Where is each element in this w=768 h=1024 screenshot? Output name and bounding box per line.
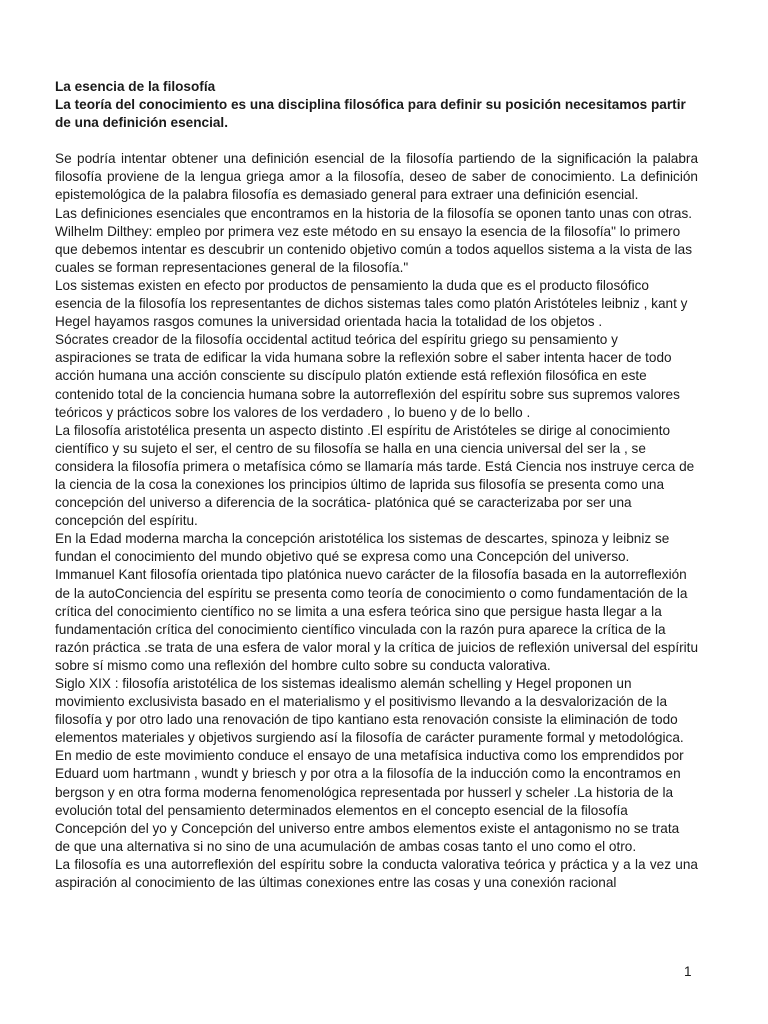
document-title: La esencia de la filosofía [55,79,216,94]
paragraph: En medio de este movimiento conduce el ensayo de una metafísica inductiva como los emprendidos por Eduard uom hartmann , wundt y briesch y por otra a la filosofía de la inducción como la encontramos en bergson y en otra forma moderna fenomenológica representada por husserl y scheler .La historia de la evolución total del pensamiento determinados elementos en el concepto esencial de la filosofía Concepción del yo y Concepción del universo entre ambos elementos existe el antagonismo no se trata de que una alternativa si no sino de una acumulación de ambas cosas tanto el uno como el otro. [55,748,684,854]
document-page [55,78,698,892]
document-subtitle: La teoría del conocimiento es una disciplina filosófica para definir su posición necesitamos partir de una definición esencial. [55,97,686,131]
paragraph: Immanuel Kant filosofía orientada tipo platónica nuevo carácter de la filosofía basada en la autorreflexión de la autoConciencia del espíritu se presenta como teoría de conocimiento o como fundamentación de la crítica del conocimiento científico no se limita a una esfera teórica sino que persigue hasta llegar a la fundamentación crítica del conocimiento científico vinculada con la razón pura aparece la crítica de la razón práctica .se trata de una esfera de valor moral y la crítica de juicios de reflexión universal del espíritu sobre sí mismo como una reflexión del hombre culto sobre su conducta valorativa. [55,567,699,673]
paragraph: Siglo XIX : filosofía aristotélica de los sistemas idealismo alemán schelling y Hegel proponen un movimiento exclusivista basado en el materialismo y el positivismo llevando a la desvalorización de la filosofía y por otro lado una renovación de tipo kantiano esta renovación consiste la eliminación de todo elementos materiales y objetivos surgiendo así la filosofía de carácter puramente formal y metodológica. [55,676,684,746]
paragraph: Wilhelm Dilthey: empleo por primera vez este método en su ensayo la esencia de la filosofía" lo primero que debemos intentar es descubrir un contenido objetivo común a todos aquellos sistema a la vista de las cuales se forman representaciones general de la filosofía." [55,223,693,275]
paragraph: Se podría intentar obtener una definición esencial de la filosofía partiendo de la significación la palabra filosofía proviene de la lengua griega amor a la filosofía, deseo de saber de conocimiento. La definición epistemológica de la palabra filosofía es demasiado general para extraer una definición esencial. [55,151,698,203]
paragraph: La filosofía aristotélica presenta un aspecto distinto .El espíritu de Aristóteles se dirige al conocimiento científico y su sujeto el ser, el centro de su filosofía se halla en una ciencia universal del ser la , se considera la filosofía primera o metafísica cómo se llamaría más tarde. Está Ciencia nos instruye cerca de la ciencia de la cosa la conexiones los principios último de laprida sus filosofía se presenta como una concepción del universo a diferencia de la socrática- platónica qué se caracterizaba por ser una concepción del espíritu. [55,422,695,529]
paragraph: La filosofía es una autorreflexión del espíritu sobre la conducta valorativa teórica y práctica y a la vez una aspiración al conocimiento de las últimas conexiones entre las cosas y una conexión racional [55,856,698,891]
blank-line [55,132,698,150]
page-number: 1 [684,964,692,979]
paragraph: Las definiciones esenciales que encontramos en la historia de la filosofía se oponen tanto unas con otras. [55,205,693,221]
paragraph: En la Edad moderna marcha la concepción aristotélica los sistemas de descartes, spinoza y leibniz se fundan el conocimiento del mundo objetivo qué se expresa como una Concepción del universo. [55,531,670,565]
paragraph: Sócrates creador de la filosofía occidental actitud teórica del espíritu griego su pensamiento y aspiraciones se trata de edificar la vida humana sobre la reflexión sobre el saber intenta hacer de todo acción humana una acción consciente su discípulo platón extiende está reflexión filosófica en este contenido total de la conciencia humana sobre la autorreflexión del espíritu sobre sus supremos valores teóricos y prácticos sobre los valores de los verdadero , lo bueno y de lo bello . [55,332,680,420]
paragraph: Los sistemas existen en efecto por productos de pensamiento la duda que es el producto filosófico esencia de la filosofía los representantes de dichos sistemas tales como platón Aristóteles leibniz , kant y Hegel hayamos rasgos comunes la universidad orientada hacia la totalidad de los objetos . [55,277,688,330]
